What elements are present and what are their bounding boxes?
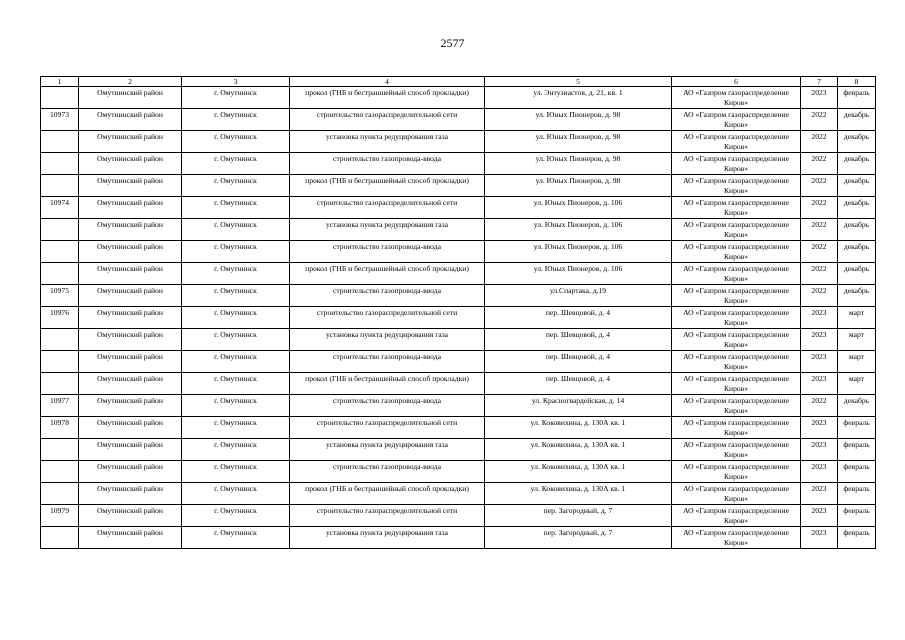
month-cell: декабрь xyxy=(838,175,876,197)
table-row xyxy=(41,439,876,461)
address-cell: ул. Юных Пионеров, д. 98 xyxy=(485,153,672,175)
work-type-cell: строительство газораспределительной сети xyxy=(290,197,485,219)
year-cell: 2023 xyxy=(801,505,838,527)
record-number-cell xyxy=(41,153,79,175)
record-number-cell: 10975 xyxy=(41,285,79,307)
address-cell: ул. Юных Пионеров, д. 106 xyxy=(485,241,672,263)
year-cell: 2022 xyxy=(801,175,838,197)
organization-cell: АО «Газпром газораспределение Киров» xyxy=(672,197,801,219)
month-cell: декабрь xyxy=(838,395,876,417)
month-cell: март xyxy=(838,373,876,395)
month-cell: декабрь xyxy=(838,285,876,307)
address-cell: ул. Коковихина, д. 130А кв. 1 xyxy=(485,417,672,439)
work-type-cell: прокол (ГНБ и бестраншейный способ прокладки) xyxy=(290,483,485,505)
district-cell: Омутнинский район xyxy=(79,395,182,417)
record-number-cell xyxy=(41,483,79,505)
organization-cell: АО «Газпром газораспределение Киров» xyxy=(672,351,801,373)
organization-cell: АО «Газпром газораспределение Киров» xyxy=(672,307,801,329)
record-number-cell xyxy=(41,131,79,153)
address-cell: ул. Юных Пионеров, д. 98 xyxy=(485,175,672,197)
organization-cell: АО «Газпром газораспределение Киров» xyxy=(672,263,801,285)
month-cell: декабрь xyxy=(838,263,876,285)
month-cell: февраль xyxy=(838,439,876,461)
district-cell: Омутнинский район xyxy=(79,505,182,527)
record-number-cell xyxy=(41,87,79,109)
organization-cell: АО «Газпром газораспределение Киров» xyxy=(672,527,801,549)
work-type-cell: установка пункта редуцирования газа xyxy=(290,219,485,241)
settlement-cell: г. Омутнинск xyxy=(182,263,290,285)
record-number-cell xyxy=(41,219,79,241)
column-number: 2 xyxy=(79,77,182,87)
data-table xyxy=(40,76,876,549)
settlement-cell: г. Омутнинск xyxy=(182,241,290,263)
organization-cell: АО «Газпром газораспределение Киров» xyxy=(672,417,801,439)
table-row xyxy=(41,219,876,241)
organization-cell: АО «Газпром газораспределение Киров» xyxy=(672,395,801,417)
work-type-cell: прокол (ГНБ и бестраншейный способ прокладки) xyxy=(290,373,485,395)
year-cell: 2023 xyxy=(801,87,838,109)
settlement-cell: г. Омутнинск xyxy=(182,175,290,197)
address-cell: ул. Коковихина, д. 130А кв. 1 xyxy=(485,483,672,505)
work-type-cell: строительство газораспределительной сети xyxy=(290,417,485,439)
table-row xyxy=(41,417,876,439)
table-row xyxy=(41,527,876,549)
record-number-cell xyxy=(41,461,79,483)
address-cell: ул. Юных Пионеров, д. 106 xyxy=(485,263,672,285)
address-cell: ул. Энтузиастов, д. 21, кв. 1 xyxy=(485,87,672,109)
record-number-cell xyxy=(41,527,79,549)
month-cell: декабрь xyxy=(838,197,876,219)
table-row xyxy=(41,153,876,175)
district-cell: Омутнинский район xyxy=(79,197,182,219)
work-type-cell: строительство газопровода-ввода xyxy=(290,241,485,263)
district-cell: Омутнинский район xyxy=(79,439,182,461)
district-cell: Омутнинский район xyxy=(79,153,182,175)
table-body xyxy=(41,77,876,549)
district-cell: Омутнинский район xyxy=(79,263,182,285)
table-row xyxy=(41,175,876,197)
address-cell: пер. Загородный, д. 7 xyxy=(485,505,672,527)
work-type-cell: строительство газопровода-ввода xyxy=(290,395,485,417)
work-type-cell: установка пункта редуцирования газа xyxy=(290,439,485,461)
month-cell: декабрь xyxy=(838,219,876,241)
district-cell: Омутнинский район xyxy=(79,175,182,197)
address-cell: ул. Юных Пионеров, д. 106 xyxy=(485,197,672,219)
year-cell: 2023 xyxy=(801,307,838,329)
work-type-cell: установка пункта редуцирования газа xyxy=(290,527,485,549)
record-number-cell xyxy=(41,373,79,395)
column-number-row xyxy=(41,77,876,87)
record-number-cell: 10978 xyxy=(41,417,79,439)
table-row xyxy=(41,197,876,219)
table-row xyxy=(41,351,876,373)
column-number: 3 xyxy=(182,77,290,87)
organization-cell: АО «Газпром газораспределение Киров» xyxy=(672,153,801,175)
organization-cell: АО «Газпром газораспределение Киров» xyxy=(672,329,801,351)
record-number-cell xyxy=(41,263,79,285)
record-number-cell xyxy=(41,175,79,197)
work-type-cell: прокол (ГНБ и бестраншейный способ прокладки) xyxy=(290,263,485,285)
year-cell: 2023 xyxy=(801,329,838,351)
year-cell: 2022 xyxy=(801,109,838,131)
year-cell: 2022 xyxy=(801,197,838,219)
settlement-cell: г. Омутнинск xyxy=(182,131,290,153)
table-row xyxy=(41,483,876,505)
district-cell: Омутнинский район xyxy=(79,285,182,307)
organization-cell: АО «Газпром газораспределение Киров» xyxy=(672,505,801,527)
table-row xyxy=(41,373,876,395)
settlement-cell: г. Омутнинск xyxy=(182,461,290,483)
table-row xyxy=(41,329,876,351)
address-cell: ул. Коковихина, д. 130А кв. 1 xyxy=(485,461,672,483)
district-cell: Омутнинский район xyxy=(79,329,182,351)
organization-cell: АО «Газпром газораспределение Киров» xyxy=(672,483,801,505)
address-cell: ул. Юных Пионеров, д. 98 xyxy=(485,131,672,153)
month-cell: февраль xyxy=(838,483,876,505)
table-row xyxy=(41,285,876,307)
month-cell: декабрь xyxy=(838,241,876,263)
address-cell: пер. Шевцовой, д. 4 xyxy=(485,373,672,395)
page-number: 2577 xyxy=(440,36,465,50)
table-row xyxy=(41,307,876,329)
month-cell: февраль xyxy=(838,87,876,109)
organization-cell: АО «Газпром газораспределение Киров» xyxy=(672,109,801,131)
month-cell: февраль xyxy=(838,527,876,549)
settlement-cell: г. Омутнинск xyxy=(182,153,290,175)
work-type-cell: прокол (ГНБ и бестраншейный способ прокладки) xyxy=(290,87,485,109)
month-cell: декабрь xyxy=(838,153,876,175)
record-number-cell xyxy=(41,439,79,461)
settlement-cell: г. Омутнинск xyxy=(182,417,290,439)
column-number: 7 xyxy=(801,77,838,87)
settlement-cell: г. Омутнинск xyxy=(182,373,290,395)
district-cell: Омутнинский район xyxy=(79,109,182,131)
settlement-cell: г. Омутнинск xyxy=(182,197,290,219)
record-number-cell xyxy=(41,329,79,351)
address-cell: пер. Загородный, д. 7 xyxy=(485,527,672,549)
table-row xyxy=(41,461,876,483)
address-cell: ул.Спартака, д.19 xyxy=(485,285,672,307)
table-row xyxy=(41,109,876,131)
district-cell: Омутнинский район xyxy=(79,483,182,505)
record-number-cell xyxy=(41,351,79,373)
settlement-cell: г. Омутнинск xyxy=(182,329,290,351)
record-number-cell: 10979 xyxy=(41,505,79,527)
table-row xyxy=(41,87,876,109)
address-cell: пер. Шевцовой, д. 4 xyxy=(485,329,672,351)
address-cell: пер. Шевцовой, д. 4 xyxy=(485,351,672,373)
month-cell: декабрь xyxy=(838,109,876,131)
organization-cell: АО «Газпром газораспределение Киров» xyxy=(672,131,801,153)
column-number: 4 xyxy=(290,77,485,87)
district-cell: Омутнинский район xyxy=(79,373,182,395)
year-cell: 2022 xyxy=(801,285,838,307)
table-row xyxy=(41,241,876,263)
district-cell: Омутнинский район xyxy=(79,351,182,373)
settlement-cell: г. Омутнинск xyxy=(182,87,290,109)
settlement-cell: г. Омутнинск xyxy=(182,307,290,329)
month-cell: март xyxy=(838,351,876,373)
work-type-cell: строительство газораспределительной сети xyxy=(290,307,485,329)
record-number-cell xyxy=(41,241,79,263)
district-cell: Омутнинский район xyxy=(79,417,182,439)
work-type-cell: установка пункта редуцирования газа xyxy=(290,329,485,351)
work-type-cell: строительство газопровода-ввода xyxy=(290,461,485,483)
settlement-cell: г. Омутнинск xyxy=(182,351,290,373)
work-type-cell: строительство газопровода-ввода xyxy=(290,285,485,307)
year-cell: 2022 xyxy=(801,263,838,285)
record-number-cell: 10973 xyxy=(41,109,79,131)
column-number: 6 xyxy=(672,77,801,87)
month-cell: февраль xyxy=(838,461,876,483)
record-number-cell: 10976 xyxy=(41,307,79,329)
settlement-cell: г. Омутнинск xyxy=(182,439,290,461)
table-row xyxy=(41,263,876,285)
work-type-cell: строительство газопровода-ввода xyxy=(290,351,485,373)
work-type-cell: строительство газопровода-ввода xyxy=(290,153,485,175)
month-cell: декабрь xyxy=(838,131,876,153)
organization-cell: АО «Газпром газораспределение Киров» xyxy=(672,285,801,307)
column-number: 1 xyxy=(41,77,79,87)
address-cell: ул. Красногвардейская, д. 14 xyxy=(485,395,672,417)
year-cell: 2023 xyxy=(801,417,838,439)
settlement-cell: г. Омутнинск xyxy=(182,505,290,527)
district-cell: Омутнинский район xyxy=(79,131,182,153)
work-type-cell: установка пункта редуцирования газа xyxy=(290,131,485,153)
table-row xyxy=(41,505,876,527)
organization-cell: АО «Газпром газораспределение Киров» xyxy=(672,373,801,395)
year-cell: 2023 xyxy=(801,439,838,461)
year-cell: 2022 xyxy=(801,131,838,153)
settlement-cell: г. Омутнинск xyxy=(182,285,290,307)
settlement-cell: г. Омутнинск xyxy=(182,483,290,505)
work-type-cell: прокол (ГНБ и бестраншейный способ прокладки) xyxy=(290,175,485,197)
record-number-cell: 10977 xyxy=(41,395,79,417)
organization-cell: АО «Газпром газораспределение Киров» xyxy=(672,175,801,197)
year-cell: 2023 xyxy=(801,527,838,549)
address-cell: пер. Шевцовой, д. 4 xyxy=(485,307,672,329)
organization-cell: АО «Газпром газораспределение Киров» xyxy=(672,219,801,241)
settlement-cell: г. Омутнинск xyxy=(182,219,290,241)
settlement-cell: г. Омутнинск xyxy=(182,395,290,417)
address-cell: ул. Юных Пионеров, д. 106 xyxy=(485,219,672,241)
record-number-cell: 10974 xyxy=(41,197,79,219)
month-cell: март xyxy=(838,329,876,351)
district-cell: Омутнинский район xyxy=(79,241,182,263)
work-type-cell: строительство газораспределительной сети xyxy=(290,505,485,527)
address-cell: ул. Коковихина, д. 130А кв. 1 xyxy=(485,439,672,461)
column-number: 8 xyxy=(838,77,876,87)
district-cell: Омутнинский район xyxy=(79,461,182,483)
table-row xyxy=(41,131,876,153)
address-cell: ул. Юных Пионеров, д. 98 xyxy=(485,109,672,131)
year-cell: 2023 xyxy=(801,483,838,505)
district-cell: Омутнинский район xyxy=(79,307,182,329)
organization-cell: АО «Газпром газораспределение Киров» xyxy=(672,241,801,263)
settlement-cell: г. Омутнинск xyxy=(182,109,290,131)
year-cell: 2023 xyxy=(801,351,838,373)
settlement-cell: г. Омутнинск xyxy=(182,527,290,549)
month-cell: март xyxy=(838,307,876,329)
year-cell: 2022 xyxy=(801,219,838,241)
district-cell: Омутнинский район xyxy=(79,527,182,549)
year-cell: 2022 xyxy=(801,241,838,263)
year-cell: 2023 xyxy=(801,373,838,395)
district-cell: Омутнинский район xyxy=(79,219,182,241)
organization-cell: АО «Газпром газораспределение Киров» xyxy=(672,461,801,483)
organization-cell: АО «Газпром газораспределение Киров» xyxy=(672,87,801,109)
work-type-cell: строительство газораспределительной сети xyxy=(290,109,485,131)
month-cell: февраль xyxy=(838,505,876,527)
month-cell: февраль xyxy=(838,417,876,439)
column-number: 5 xyxy=(485,77,672,87)
organization-cell: АО «Газпром газораспределение Киров» xyxy=(672,439,801,461)
year-cell: 2022 xyxy=(801,395,838,417)
year-cell: 2023 xyxy=(801,461,838,483)
district-cell: Омутнинский район xyxy=(79,87,182,109)
table-row xyxy=(41,395,876,417)
year-cell: 2022 xyxy=(801,153,838,175)
